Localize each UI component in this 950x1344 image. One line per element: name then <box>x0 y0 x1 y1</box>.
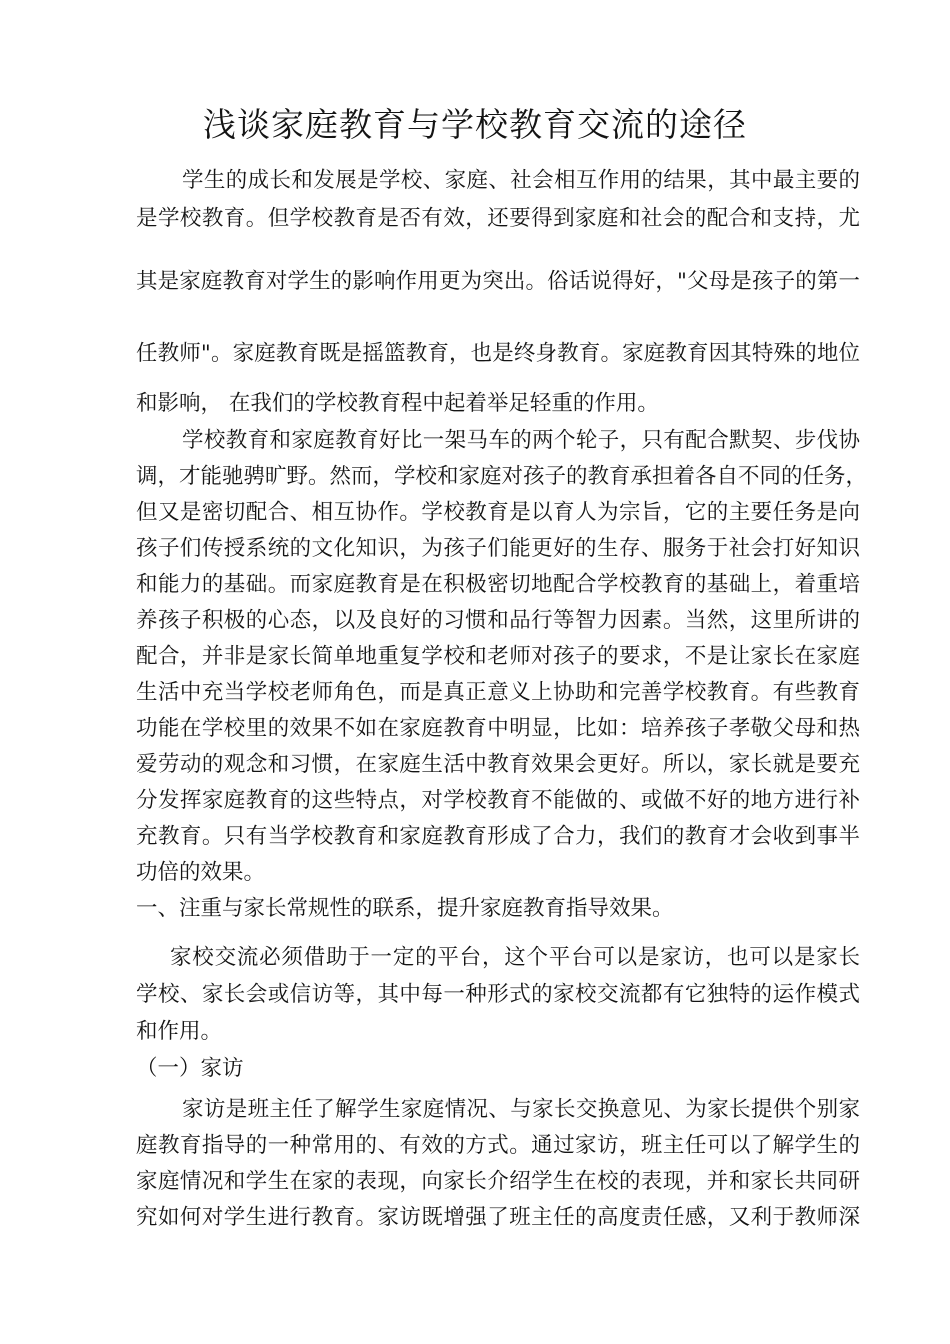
text-line: 家庭情况和学生在家的表现，向家长介绍学生在校的表现，并和家长共同研 <box>136 1169 860 1194</box>
section-heading: 一、注重与家长常规性的联系，提升家庭教育指导效果。 <box>136 896 674 921</box>
text-line: 孩子们传授系统的文化知识，为孩子们能更好的生存、服务于社会打好知识 <box>136 536 860 561</box>
text-line: 家校交流必须借助于一定的平台，这个平台可以是家访，也可以是家长 <box>170 945 860 970</box>
document-title: 浅谈家庭教育与学校教育交流的途径 <box>203 105 747 144</box>
text-line: 其是家庭教育对学生的影响作用更为突出。俗话说得好，"父母是孩子的第一 <box>136 269 860 294</box>
text-line: 功倍的效果。 <box>136 860 266 885</box>
subsection-heading: （一）家访 <box>136 1056 244 1081</box>
text-line: 分发挥家庭教育的这些特点，对学校教育不能做的、或做不好的地方进行补 <box>136 788 860 813</box>
text-line: 学生的成长和发展是学校、家庭、社会相互作用的结果，其中最主要的 <box>182 168 860 193</box>
text-line: 学校教育和家庭教育好比一架马车的两个轮子，只有配合默契、步伐协 <box>182 428 860 453</box>
text-line: 和能力的基础。而家庭教育是在积极密切地配合学校教育的基础上，着重培 <box>136 572 860 597</box>
text-line: 功能在学校里的效果不如在家庭教育中明显，比如：培养孩子孝敬父母和热 <box>136 716 860 741</box>
text-line: 家访是班主任了解学生家庭情况、与家长交换意见、为家长提供个别家 <box>182 1097 860 1122</box>
text-line: 究如何对学生进行教育。家访既增强了班主任的高度责任感，又利于教师深 <box>136 1205 860 1230</box>
text-line: 养孩子积极的心态，以及良好的习惯和品行等智力因素。当然，这里所讲的 <box>136 608 860 633</box>
text-line: 爱劳动的观念和习惯，在家庭生活中教育效果会更好。所以，家长就是要充 <box>136 752 860 777</box>
text-line: 庭教育指导的一种常用的、有效的方式。通过家访，班主任可以了解学生的 <box>136 1133 860 1158</box>
text-line: 任教师"。家庭教育既是摇篮教育，也是终身教育。家庭教育因其特殊的地位 <box>136 341 860 366</box>
text-line: 但又是密切配合、相互协作。学校教育是以育人为宗旨，它的主要任务是向 <box>136 500 860 525</box>
text-line: 调，才能驰骋旷野。然而，学校和家庭对孩子的教育承担着各自不同的任务， <box>136 464 868 489</box>
text-line: 生活中充当学校老师角色，而是真正意义上协助和完善学校教育。有些教育 <box>136 680 860 705</box>
text-line: 和作用。 <box>136 1019 223 1044</box>
text-line: 是学校教育。但学校教育是否有效，还要得到家庭和社会的配合和支持，尤 <box>136 206 860 231</box>
text-line: 和影响， 在我们的学校教育程中起着举足轻重的作用。 <box>136 391 659 416</box>
text-line: 充教育。只有当学校教育和家庭教育形成了合力，我们的教育才会收到事半 <box>136 824 860 849</box>
text-line: 配合，并非是家长简单地重复学校和老师对孩子的要求，不是让家长在家庭 <box>136 644 860 669</box>
text-line: 学校、家长会或信访等，其中每一种形式的家校交流都有它独特的运作模式 <box>136 982 860 1007</box>
